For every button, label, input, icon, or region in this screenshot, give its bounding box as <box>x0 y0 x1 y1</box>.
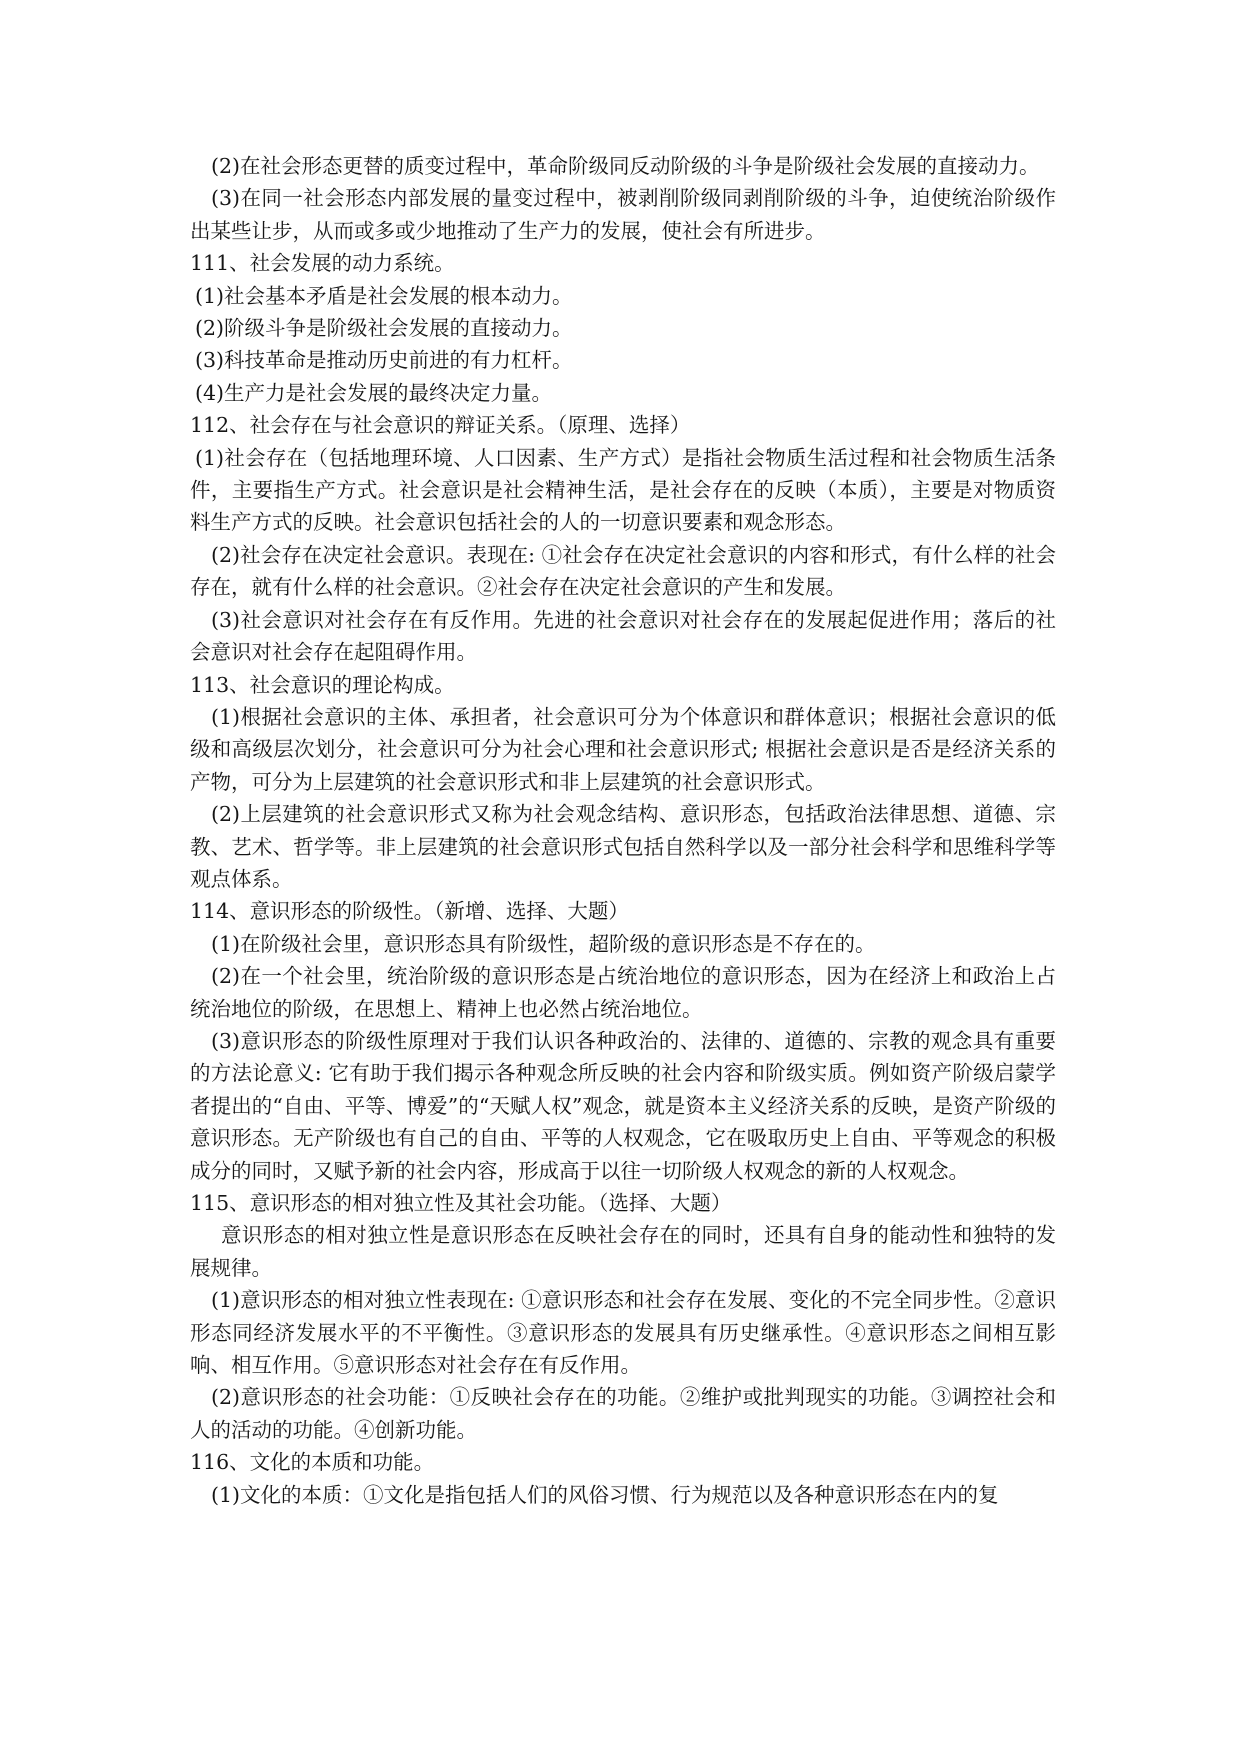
paragraph: (2)意识形态的社会功能：①反映社会存在的功能。②维护或批判现实的功能。③调控社会和人的活动的功能。④创新功能。 <box>190 1385 1056 1442</box>
section-heading: 116、文化的本质和功能。 <box>190 1450 435 1475</box>
paragraph: (1)在阶级社会里，意识形态具有阶级性，超阶级的意识形态是不存在的。 <box>211 931 876 956</box>
section-heading: 111、社会发展的动力系统。 <box>190 251 455 276</box>
list-item: (4)生产力是社会发展的最终决定力量。 <box>195 380 553 405</box>
paragraph: (2)在社会形态更替的质变过程中，革命阶级同反动阶级的斗争是阶级社会发展的直接动力。 <box>211 154 1040 178</box>
document-body <box>190 150 1056 1511</box>
paragraph: (1)意识形态的相对独立性表现在: ①意识形态和社会存在发展、变化的不完全同步性。②意识形态同经济发展水平的不平衡性。③意识形态的发展具有历史继承性。④意识形态之间相互影响、相互作用。⑤意识形态对社会存在有反作用。 <box>190 1288 1056 1378</box>
section-heading: 115、意识形态的相对独立性及其社会功能。（选择、大题） <box>190 1191 732 1215</box>
section-heading: 113、社会意识的理论构成。 <box>190 672 455 697</box>
paragraph: (1)根据社会意识的主体、承担者，社会意识可分为个体意识和群体意识；根据社会意识的低级和高级层次划分，社会意识可分为社会心理和社会意识形式; 根据社会意识是否是经济关系的产物，可分为上层建筑的社会意识形式和非上层建筑的社会意识形式。 <box>190 704 1056 794</box>
paragraph: (3)社会意识对社会存在有反作用。先进的社会意识对社会存在的发展起促进作用；落后的社会意识对社会存在起阻碍作用。 <box>190 607 1056 665</box>
paragraph: (1)文化的本质：①文化是指包括人们的风俗习惯、行为规范以及各种意识形态在内的复 <box>211 1482 999 1507</box>
section-heading: 114、意识形态的阶级性。（新增、选择、大题） <box>190 899 629 924</box>
list-item: (1)社会基本矛盾是社会发展的根本动力。 <box>195 283 573 308</box>
paragraph: 意识形态的相对独立性是意识形态在反映社会存在的同时，还具有自身的能动性和独特的发展规律。 <box>190 1223 1056 1280</box>
paragraph: (3)在同一社会形态内部发展的量变过程中，被剥削阶级同剥削阶级的斗争，迫使统治阶级作出某些让步，从而或多或少地推动了生产力的发展，使社会有所进步。 <box>190 186 1056 243</box>
paragraph: (1)社会存在（包括地理环境、人口因素、生产方式）是指社会物质生活过程和社会物质生活条件，主要指生产方式。社会意识是社会精神生活，是社会存在的反映（本质），主要是对物质资料生产方式的反映。社会意识包括社会的人的一切意识要素和观念形态。 <box>190 445 1056 535</box>
paragraph: (3)意识形态的阶级性原理对于我们认识各种政治的、法律的、道德的、宗教的观念具有重要的方法论意义: 它有助于我们揭示各种观念所反映的社会内容和阶级实质。例如资产阶级启蒙学者提出的“自由、平等、博爱”的“天赋人权”观念，就是资本主义经济关系的反映，是资产阶级的意识形态。无产阶级也有自己的自由、平等的人权观念，它在吸取历史上自由、平等观念的积极成分的同时，又赋予新的社会内容，形成高于以往一切阶级人权观念的新的人权观念。 <box>190 1028 1056 1183</box>
list-item: (3)科技革命是推动历史前进的有力杠杆。 <box>195 348 573 373</box>
list-item: (2)阶级斗争是阶级社会发展的直接动力。 <box>195 316 573 341</box>
paragraph: (2)上层建筑的社会意识形式又称为社会观念结构、意识形态，包括政治法律思想、道德、宗教、艺术、哲学等。非上层建筑的社会意识形式包括自然科学以及一部分社会科学和思维科学等观点体系。 <box>190 802 1056 891</box>
section-heading: 112、社会存在与社会意识的辩证关系。（原理、选择） <box>190 413 691 438</box>
paragraph: (2)在一个社会里，统治阶级的意识形态是占统治地位的意识形态，因为在经济上和政治上占统治地位的阶级，在思想上、精神上也必然占统治地位。 <box>190 964 1056 1021</box>
paragraph: (2)社会存在决定社会意识。表现在: ①社会存在决定社会意识的内容和形式，有什么样的社会存在，就有什么样的社会意识。②社会存在决定社会意识的产生和发展。 <box>190 542 1056 600</box>
